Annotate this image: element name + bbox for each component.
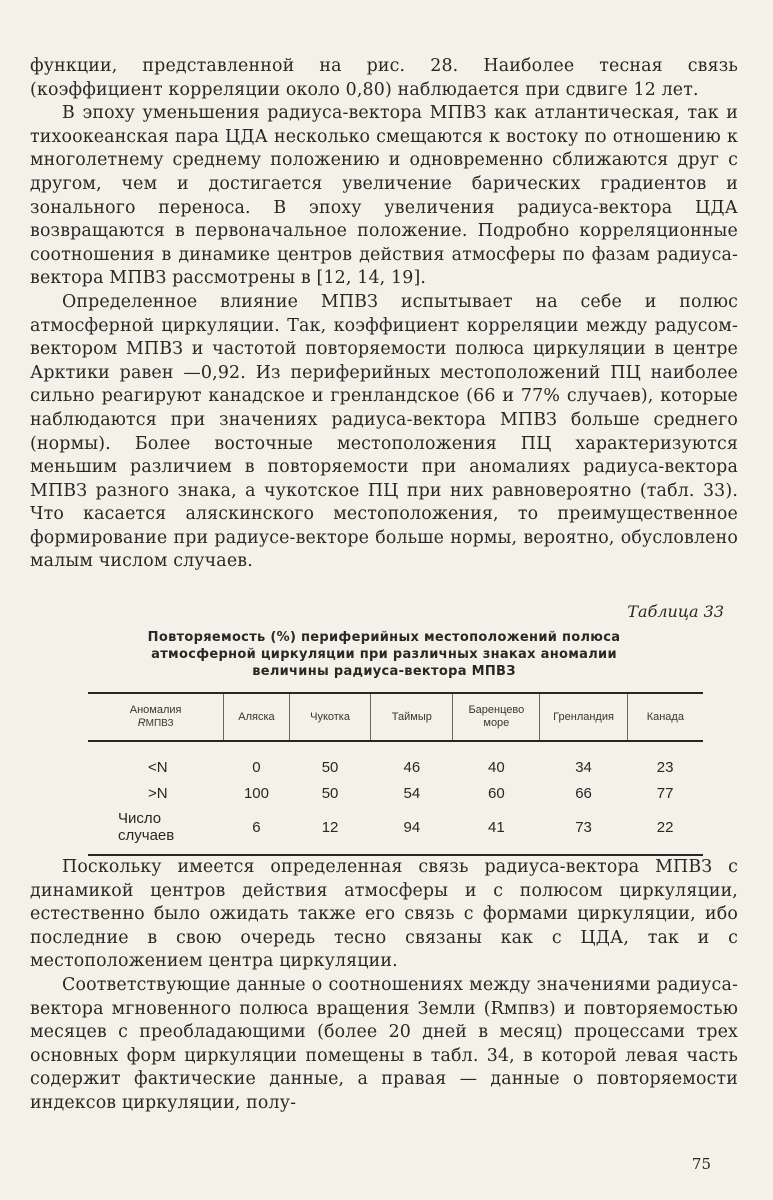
header-col: Аляска	[224, 693, 289, 741]
header-r-letter: R	[137, 717, 146, 730]
header-col: Канада	[627, 693, 703, 741]
table-title-line: атмосферной циркуляции при различных знаках аномалии	[151, 647, 617, 663]
header-col: Баренцево море	[453, 693, 540, 741]
table-title	[30, 629, 738, 680]
table-cell: 100	[243, 784, 269, 802]
table-title-line: Повторяемость (%) периферийных местоположений полюса	[147, 630, 621, 646]
table-cell: 60	[488, 784, 505, 802]
table-cell: 34	[575, 758, 592, 776]
table-cell: 12	[289, 806, 371, 855]
header-anomaly-label: Аномалия	[129, 704, 182, 717]
table-33	[88, 692, 703, 856]
table-cell: 41	[453, 806, 540, 855]
table-header-row	[88, 693, 703, 741]
row-label: >N	[148, 784, 168, 802]
header-r-subscript: МПВЗ	[145, 718, 174, 730]
header-anomaly-symbol	[90, 717, 221, 730]
table-title-line: величины радиуса-вектора МПВЗ	[252, 664, 516, 680]
paragraph-1: функции, представленной на рис. 28. Наиболее тесная связь (коэффициент корреляции около 0,80) наблюдается при сдвиге 12 лет.	[30, 56, 738, 100]
table-cell: 50	[321, 758, 339, 776]
table-row	[88, 806, 703, 855]
paragraph-5: Соответствующие данные о соотношениях между значениями радиуса-вектора мгновенного полюса вращения Земли (Rмпвз) и повторяемостью месяцев с преобладающими (более 20 дней в месяц) процессами трех основных форм циркуляции помещены в табл. 34, в которой левая часть содержит фактические данные, а правая — данные о повторяемости индексов циркуляции, полу-	[30, 975, 738, 1113]
table-cell: 46	[403, 758, 421, 776]
paragraph-2: В эпоху уменьшения радиуса-вектора МПВЗ как атлантическая, так и тихоокеанская пара ЦДА несколько смещаются к востоку по отношению к многолетнему среднему положению и одновременно сближаются друг с другом, чем и достигается увеличение барических градиентов и зонального переноса. В эпоху увеличения радиуса-вектора ЦДА возвращаются в первоначальное положение. Подробно корреляционные соотношения в динамике центров действия атмосферы по фазам радиуса-вектора МПВЗ рассмотрены в [12, 14, 19].	[30, 103, 738, 289]
row-label: Число случаев	[88, 806, 224, 855]
header-anomaly	[88, 693, 224, 741]
table-cell: 50	[321, 784, 339, 802]
paragraph-4: Поскольку имеется определенная связь радиуса-вектора МПВЗ с динамикой центров действия атмосферы и с полюсом циркуляции, естественно было ожидать также его связь с формами циркуляции, ибо последние в свою очередь тесно связаны как с ЦДА, так и с местоположением центра циркуляции.	[30, 857, 738, 972]
header-col: Таймыр	[371, 693, 453, 741]
table-cell: 22	[627, 806, 703, 855]
table-caption: Таблица 33	[627, 602, 724, 622]
header-col: Гренландия	[540, 693, 627, 741]
table-cell: 77	[656, 784, 674, 802]
page-content	[30, 55, 738, 1116]
table-cell: 66	[575, 784, 592, 802]
table-cell: 54	[403, 784, 421, 802]
table-cell: 94	[371, 806, 453, 855]
table-cell: 73	[540, 806, 627, 855]
table-cell: 23	[656, 758, 674, 776]
row-label: <N	[148, 758, 168, 776]
table-cell: 0	[252, 758, 261, 776]
paragraph-3: Определенное влияние МПВЗ испытывает на себе и полюс атмосферной циркуляции. Так, коэффициент корреляции между радусом-вектором МПВЗ и частотой повторяемости полюса циркуляции в центре Арктики равен —0,92. Из периферийных местоположений ПЦ наиболее сильно реагируют канадское и гренландское (66 и 77% случаев), которые наблюдаются при значениях радиуса-вектора МПВЗ больше среднего (нормы). Более восточные местоположения ПЦ характеризуются меньшим различием в повторяемости при аномалиях радиуса-вектора МПВЗ разного знака, а чукотское ПЦ при них равновероятно (табл. 33). Что касается аляскинского местоположения, то преимущественное формирование при радиусе-векторе больше нормы, вероятно, обусловлено малым числом случаев.	[30, 291, 738, 572]
table-cell: 40	[488, 758, 505, 776]
page-number: 75	[691, 1155, 711, 1173]
table-row	[88, 780, 703, 806]
table-cell: 6	[224, 806, 289, 855]
table-row	[88, 741, 703, 780]
header-col: Чукотка	[289, 693, 371, 741]
